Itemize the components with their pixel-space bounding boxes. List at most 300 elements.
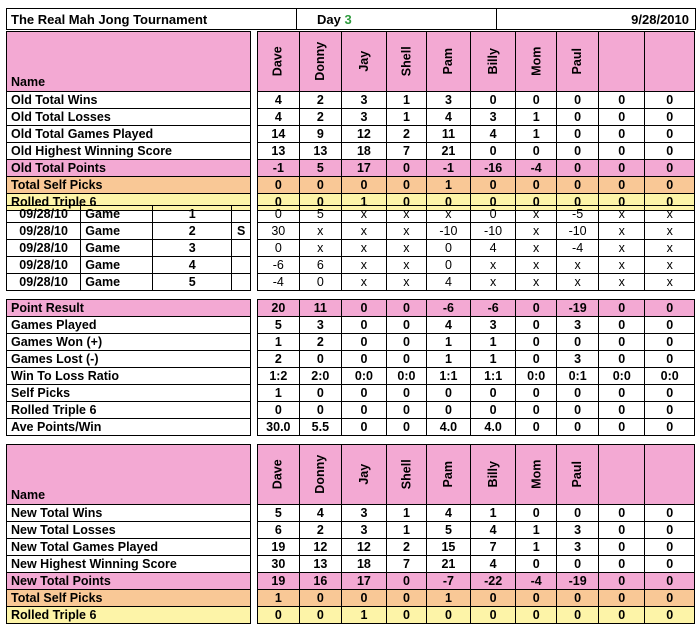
value-cell: 0	[516, 419, 557, 436]
value-cell: 0	[645, 126, 695, 143]
value-cell: 17	[341, 573, 386, 590]
value-cell: 0	[516, 505, 557, 522]
value-cell: 0	[516, 402, 557, 419]
row-label: Rolled Triple 6	[7, 607, 251, 624]
value-cell: -19	[557, 300, 599, 317]
value-cell: 0	[471, 607, 516, 624]
value-cell: 0:0	[599, 368, 645, 385]
value-cell: -6	[471, 300, 516, 317]
game-score-cell: x	[341, 240, 386, 257]
value-cell: 0:0	[341, 368, 386, 385]
value-cell: 0	[557, 92, 599, 109]
value-cell: 21	[426, 143, 470, 160]
value-cell: 0	[387, 590, 427, 607]
self-pick-flag	[232, 240, 251, 257]
value-cell: 0	[299, 351, 341, 368]
player-name: Billy	[485, 461, 500, 488]
stat-row	[7, 177, 695, 194]
value-cell: 0	[516, 607, 557, 624]
value-cell: 0	[645, 334, 695, 351]
value-cell: 0	[341, 419, 386, 436]
game-score-cell: 0	[257, 240, 299, 257]
new-totals-table	[6, 444, 695, 624]
value-cell: 0	[557, 194, 599, 211]
game-score-cell: x	[645, 274, 695, 291]
value-cell: 0	[387, 419, 427, 436]
game-score-cell: x	[516, 274, 557, 291]
row-label: New Total Points	[7, 573, 251, 590]
stat-row	[7, 573, 695, 590]
value-cell: 3	[426, 92, 470, 109]
game-score-cell: x	[341, 223, 386, 240]
value-cell: 0	[599, 334, 645, 351]
game-score-cell: -6	[257, 257, 299, 274]
stat-row	[7, 109, 695, 126]
game-date: 09/28/10	[7, 274, 81, 291]
value-cell: 0	[299, 402, 341, 419]
value-cell: 1:1	[471, 368, 516, 385]
value-cell: 0	[599, 143, 645, 160]
game-score-cell: -10	[426, 223, 470, 240]
value-cell: 0:1	[557, 368, 599, 385]
value-cell: 0	[341, 177, 386, 194]
day-indicator	[297, 9, 497, 30]
value-cell: 0	[387, 334, 427, 351]
row-label: New Total Wins	[7, 505, 251, 522]
player-header	[599, 445, 645, 505]
game-score-cell: x	[516, 206, 557, 223]
value-cell: 0	[387, 194, 427, 211]
value-cell: 0	[426, 194, 470, 211]
game-score-cell: -10	[557, 223, 599, 240]
old-totals-table	[6, 31, 695, 211]
value-cell: 4	[471, 126, 516, 143]
value-cell: 4	[257, 92, 299, 109]
value-cell: 0	[516, 334, 557, 351]
game-score-cell: x	[516, 257, 557, 274]
value-cell: 0	[599, 505, 645, 522]
game-score-cell: x	[599, 206, 645, 223]
value-cell: 0	[387, 402, 427, 419]
day-label: Day	[317, 11, 341, 27]
game-score-cell: 0	[470, 206, 515, 223]
game-score-cell: 4	[470, 240, 515, 257]
row-label: Old Total Points	[7, 160, 251, 177]
value-cell: 1	[341, 607, 386, 624]
value-cell: 1:2	[257, 368, 299, 385]
value-cell: 0	[645, 160, 695, 177]
value-cell: 0	[341, 351, 386, 368]
value-cell: 18	[341, 556, 386, 573]
game-score-cell: x	[470, 274, 515, 291]
value-cell: 0	[516, 194, 557, 211]
value-cell: 9	[299, 126, 341, 143]
game-number: 4	[153, 257, 232, 274]
day-results-table	[6, 299, 695, 436]
value-cell: 0	[257, 194, 299, 211]
stat-row	[7, 126, 695, 143]
value-cell: 0	[599, 126, 645, 143]
stat-row	[7, 92, 695, 109]
value-cell: 0	[557, 334, 599, 351]
game-date: 09/28/10	[7, 257, 81, 274]
game-score-cell: -4	[257, 274, 299, 291]
row-label: Self Picks	[7, 385, 251, 402]
value-cell: 0	[599, 160, 645, 177]
value-cell: 1	[387, 522, 427, 539]
value-cell: 1	[426, 177, 470, 194]
stat-row	[7, 556, 695, 573]
header-row	[7, 445, 695, 505]
row-label: Games Lost (-)	[7, 351, 251, 368]
game-score-cell: x	[341, 206, 386, 223]
game-score-cell: x	[645, 257, 695, 274]
game-number: 2	[153, 223, 232, 240]
value-cell: 3	[557, 317, 599, 334]
value-cell: 12	[299, 539, 341, 556]
value-cell: 3	[557, 351, 599, 368]
value-cell: 0	[645, 194, 695, 211]
value-cell: 0	[516, 143, 557, 160]
value-cell: 0	[557, 177, 599, 194]
player-name: Pam	[441, 48, 456, 75]
value-cell: 0	[341, 385, 386, 402]
name-header: Name	[7, 32, 251, 92]
value-cell: 1	[471, 505, 516, 522]
value-cell: 0	[557, 385, 599, 402]
game-label: Game	[81, 223, 153, 240]
player-name: Jay	[356, 51, 371, 72]
value-cell: 12	[341, 126, 386, 143]
value-cell: 3	[341, 109, 386, 126]
value-cell: 0	[299, 194, 341, 211]
value-cell: 0	[599, 385, 645, 402]
tournament-date: 9/28/2010	[497, 9, 696, 30]
value-cell: 0	[516, 590, 557, 607]
value-cell: 0	[516, 351, 557, 368]
stat-row	[7, 351, 695, 368]
value-cell: 13	[257, 143, 299, 160]
value-cell: 0	[516, 556, 557, 573]
stat-row	[7, 505, 695, 522]
value-cell: 12	[341, 539, 386, 556]
value-cell: 7	[387, 556, 427, 573]
game-label: Game	[81, 206, 153, 223]
stat-row	[7, 300, 695, 317]
value-cell: 0	[599, 109, 645, 126]
game-row	[7, 223, 695, 240]
game-score-cell: x	[387, 274, 427, 291]
value-cell: 0:0	[645, 368, 695, 385]
game-row	[7, 274, 695, 291]
value-cell: 1	[387, 505, 427, 522]
value-cell: 30.0	[257, 419, 299, 436]
game-score-cell: 0	[299, 274, 341, 291]
value-cell: 0	[471, 92, 516, 109]
stat-row	[7, 143, 695, 160]
value-cell: 1	[257, 590, 299, 607]
player-name: Dave	[271, 459, 286, 490]
player-header	[471, 445, 516, 505]
value-cell: 0	[645, 573, 695, 590]
row-label: New Highest Winning Score	[7, 556, 251, 573]
value-cell: 0	[557, 126, 599, 143]
value-cell: 2	[299, 92, 341, 109]
value-cell: 0	[645, 556, 695, 573]
value-cell: 4	[471, 522, 516, 539]
value-cell: 0:0	[516, 368, 557, 385]
value-cell: 1	[341, 194, 386, 211]
self-pick-flag	[232, 206, 251, 223]
value-cell: 0	[557, 419, 599, 436]
player-header	[471, 32, 516, 92]
value-cell: 14	[257, 126, 299, 143]
stat-row	[7, 590, 695, 607]
value-cell: 3	[341, 92, 386, 109]
value-cell: 2	[387, 126, 427, 143]
value-cell: 0	[645, 300, 695, 317]
player-header	[645, 32, 695, 92]
value-cell: 4.0	[426, 419, 470, 436]
value-cell: 1	[471, 351, 516, 368]
stat-row	[7, 522, 695, 539]
games-table	[6, 205, 695, 291]
value-cell: 18	[341, 143, 386, 160]
value-cell: 13	[299, 556, 341, 573]
value-cell: 0	[599, 402, 645, 419]
value-cell: 7	[471, 539, 516, 556]
game-row	[7, 206, 695, 223]
value-cell: 0	[299, 607, 341, 624]
self-pick-flag	[232, 274, 251, 291]
game-score-cell: x	[516, 240, 557, 257]
value-cell: 0	[387, 607, 427, 624]
game-date: 09/28/10	[7, 206, 81, 223]
game-number: 1	[153, 206, 232, 223]
game-score-cell: x	[599, 223, 645, 240]
value-cell: 3	[299, 317, 341, 334]
game-score-cell: x	[516, 223, 557, 240]
name-header: Name	[7, 445, 251, 505]
game-score-cell: 5	[299, 206, 341, 223]
value-cell: 0	[341, 590, 386, 607]
stat-row	[7, 607, 695, 624]
value-cell: 0	[645, 522, 695, 539]
value-cell: 0	[299, 385, 341, 402]
value-cell: 1	[516, 126, 557, 143]
value-cell: 1	[426, 590, 470, 607]
value-cell: 5	[257, 317, 299, 334]
value-cell: 1	[516, 539, 557, 556]
game-score-cell: 0	[426, 240, 470, 257]
value-cell: 4	[299, 505, 341, 522]
value-cell: 0	[471, 590, 516, 607]
game-score-cell: x	[341, 257, 386, 274]
value-cell: 21	[426, 556, 470, 573]
value-cell: 0	[516, 317, 557, 334]
value-cell: 0	[387, 177, 427, 194]
player-header	[299, 445, 341, 505]
player-header	[257, 32, 299, 92]
player-header	[257, 445, 299, 505]
stat-row	[7, 368, 695, 385]
header-row	[7, 32, 695, 92]
stat-row	[7, 334, 695, 351]
value-cell: 4	[426, 317, 470, 334]
value-cell: 0	[557, 590, 599, 607]
value-cell: -1	[426, 160, 470, 177]
player-header	[557, 32, 599, 92]
game-score-cell: x	[470, 257, 515, 274]
stat-row	[7, 160, 695, 177]
game-score-cell: 30	[257, 223, 299, 240]
game-label: Game	[81, 240, 153, 257]
player-header	[426, 32, 470, 92]
row-label: Ave Points/Win	[7, 419, 251, 436]
value-cell: 0	[645, 143, 695, 160]
value-cell: 0	[645, 177, 695, 194]
value-cell: 0:0	[387, 368, 427, 385]
value-cell: 19	[257, 573, 299, 590]
value-cell: 0	[599, 194, 645, 211]
player-name: Paul	[570, 48, 585, 75]
value-cell: 0	[645, 505, 695, 522]
value-cell: 2	[299, 109, 341, 126]
value-cell: 0	[645, 351, 695, 368]
value-cell: 0	[645, 539, 695, 556]
value-cell: 0	[599, 300, 645, 317]
value-cell: -4	[516, 573, 557, 590]
game-score-cell: x	[426, 206, 470, 223]
stat-row	[7, 419, 695, 436]
value-cell: 1	[387, 92, 427, 109]
player-header	[299, 32, 341, 92]
row-label: Old Total Losses	[7, 109, 251, 126]
player-header	[557, 445, 599, 505]
row-label: New Total Games Played	[7, 539, 251, 556]
self-pick-flag	[232, 257, 251, 274]
value-cell: 0	[341, 334, 386, 351]
value-cell: 0	[599, 607, 645, 624]
value-cell: 0	[599, 92, 645, 109]
value-cell: -22	[471, 573, 516, 590]
game-label: Game	[81, 274, 153, 291]
stat-row	[7, 402, 695, 419]
value-cell: 2	[299, 522, 341, 539]
value-cell: 0	[471, 143, 516, 160]
value-cell: 3	[341, 522, 386, 539]
value-cell: 0	[599, 351, 645, 368]
value-cell: 0	[557, 505, 599, 522]
player-name: Jay	[356, 464, 371, 485]
value-cell: 15	[426, 539, 470, 556]
value-cell: 0	[645, 317, 695, 334]
value-cell: 4	[426, 109, 470, 126]
value-cell: 1	[257, 334, 299, 351]
game-score-cell: x	[387, 206, 427, 223]
day-number: 3	[344, 11, 352, 27]
value-cell: 1	[387, 109, 427, 126]
player-header	[426, 445, 470, 505]
value-cell: 0	[599, 317, 645, 334]
value-cell: -4	[516, 160, 557, 177]
value-cell: -16	[471, 160, 516, 177]
value-cell: 1	[516, 522, 557, 539]
player-name: Dave	[271, 46, 286, 77]
value-cell: 0	[557, 143, 599, 160]
game-score-cell: x	[557, 257, 599, 274]
value-cell: 1	[426, 334, 470, 351]
value-cell: 2	[387, 539, 427, 556]
value-cell: 0	[645, 92, 695, 109]
game-score-cell: 0	[426, 257, 470, 274]
game-score-cell: x	[599, 274, 645, 291]
row-label: Games Played	[7, 317, 251, 334]
value-cell: 0	[387, 317, 427, 334]
game-score-cell: x	[387, 223, 427, 240]
value-cell: 4	[426, 505, 470, 522]
value-cell: 0	[387, 351, 427, 368]
row-label: Point Result	[7, 300, 251, 317]
row-label: Old Total Games Played	[7, 126, 251, 143]
value-cell: 0	[516, 92, 557, 109]
value-cell: 4	[257, 109, 299, 126]
value-cell: 1	[516, 109, 557, 126]
value-cell: 0	[599, 177, 645, 194]
value-cell: 0	[599, 573, 645, 590]
value-cell: 0	[387, 160, 427, 177]
game-score-cell: 0	[257, 206, 299, 223]
self-pick-flag: S	[232, 223, 251, 240]
game-score-cell: x	[387, 257, 427, 274]
value-cell: 0	[426, 385, 470, 402]
value-cell: 3	[471, 109, 516, 126]
value-cell: 17	[341, 160, 386, 177]
game-score-cell: -5	[557, 206, 599, 223]
value-cell: 5	[299, 160, 341, 177]
value-cell: 0	[599, 590, 645, 607]
game-number: 5	[153, 274, 232, 291]
row-label: Rolled Triple 6	[7, 402, 251, 419]
value-cell: 0	[516, 385, 557, 402]
value-cell: 0	[299, 177, 341, 194]
value-cell: 2	[299, 334, 341, 351]
value-cell: 0	[516, 300, 557, 317]
value-cell: 5.5	[299, 419, 341, 436]
player-header	[387, 445, 427, 505]
player-name: Shell	[399, 46, 414, 77]
value-cell: 0	[599, 539, 645, 556]
value-cell: 0	[257, 402, 299, 419]
value-cell: 11	[426, 126, 470, 143]
value-cell: 0	[471, 194, 516, 211]
stat-row	[7, 385, 695, 402]
value-cell: 0	[471, 385, 516, 402]
value-cell: 13	[299, 143, 341, 160]
player-header	[516, 32, 557, 92]
value-cell: 0	[645, 607, 695, 624]
row-label: Win To Loss Ratio	[7, 368, 251, 385]
value-cell: -19	[557, 573, 599, 590]
player-header	[341, 445, 386, 505]
game-number: 3	[153, 240, 232, 257]
stat-row	[7, 539, 695, 556]
player-header	[387, 32, 427, 92]
value-cell: 0	[341, 317, 386, 334]
player-header	[341, 32, 386, 92]
value-cell: 0	[599, 556, 645, 573]
value-cell: -1	[257, 160, 299, 177]
